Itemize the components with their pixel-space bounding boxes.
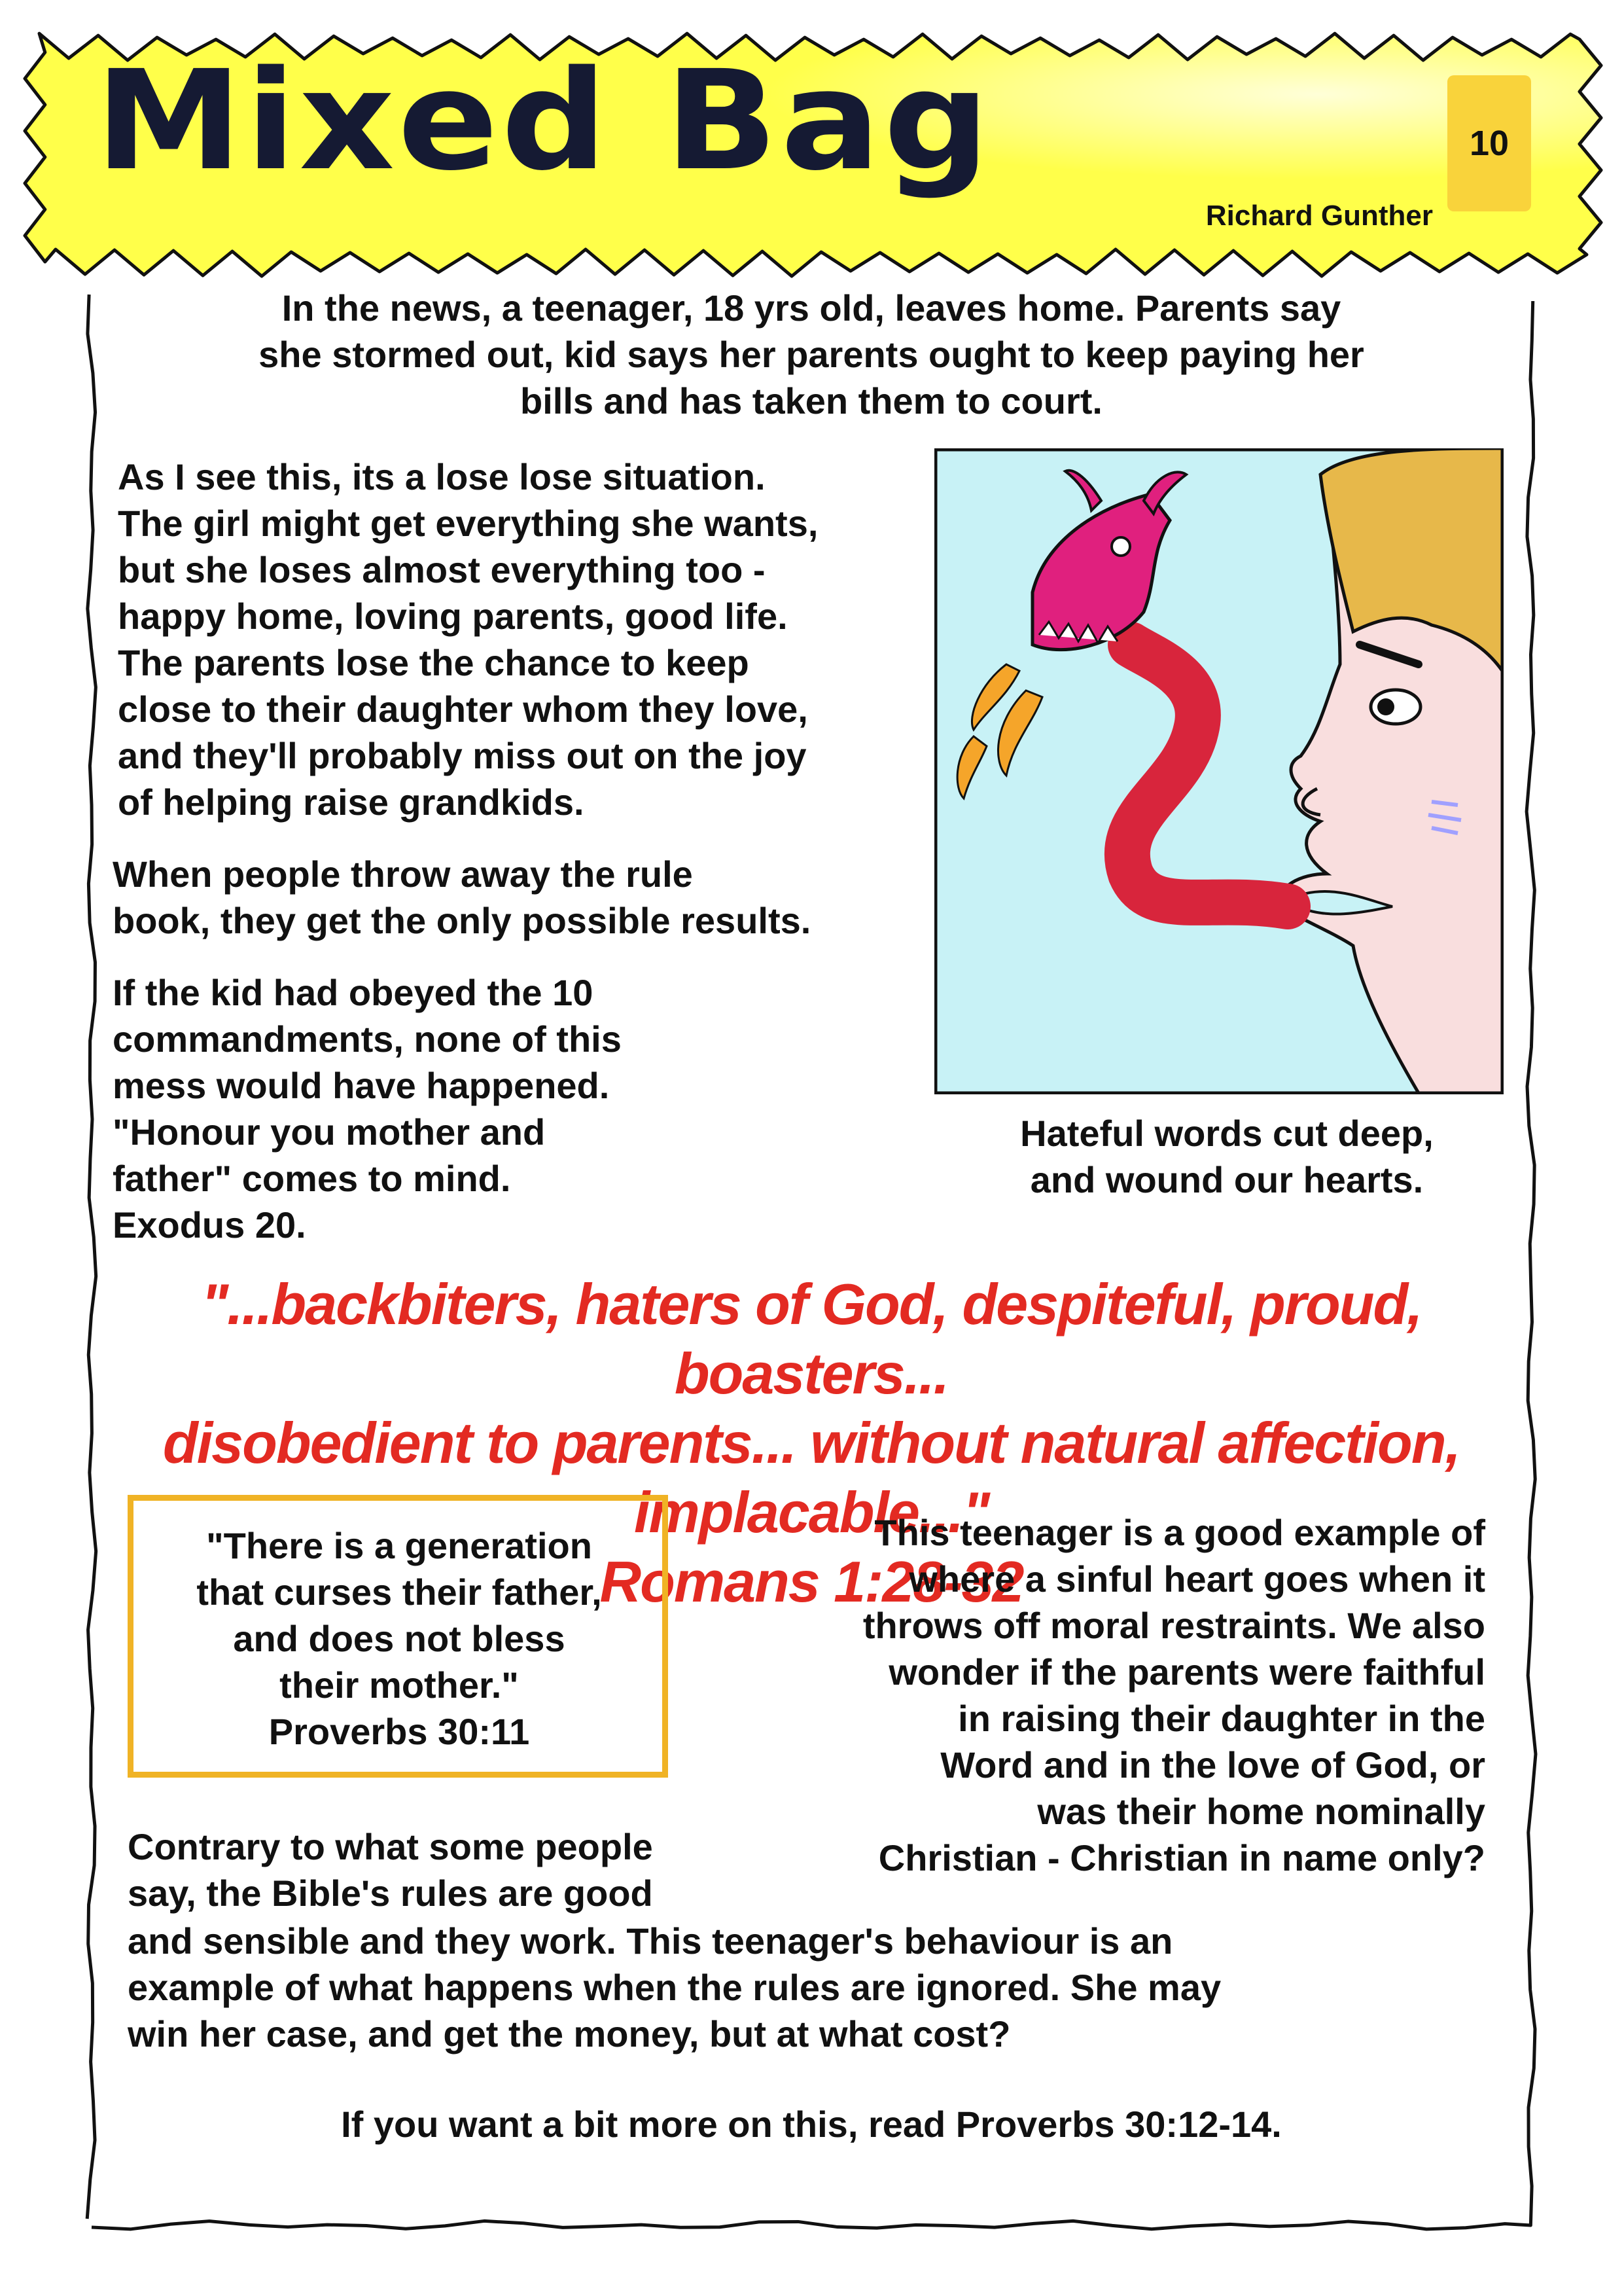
text-line: wonder if the parents were faithful xyxy=(889,1651,1485,1693)
scripture-line: disobedient to parents... without natural affection, implacable..." xyxy=(162,1410,1460,1545)
text-line: When people throw away the rule xyxy=(113,853,693,895)
text-line: mess would have happened. xyxy=(113,1065,610,1106)
text-line: and sensible and they work. This teenager's behaviour is an xyxy=(128,1920,1173,1962)
text-line: Word and in the love of God, or xyxy=(940,1744,1485,1785)
intro-line: bills and has taken them to court. xyxy=(520,380,1103,422)
text-line: This teenager is a good example of xyxy=(874,1512,1485,1553)
text-line: say, the Bible's rules are good xyxy=(128,1873,653,1914)
page-title: Mixed Bag xyxy=(95,41,993,201)
dragon-words-face-illustration xyxy=(934,448,1504,1094)
scripture-reference: Romans 1:28-32 xyxy=(599,1549,1023,1614)
caption-line: Hateful words cut deep, xyxy=(1020,1113,1434,1154)
text-line: As I see this, its a lose lose situation. xyxy=(118,456,766,497)
intro-line: In the news, a teenager, 18 yrs old, leaves home. Parents say xyxy=(281,287,1341,329)
scripture-line: "...backbiters, haters of God, despiteful, proud, boasters... xyxy=(201,1272,1422,1406)
proverb-line: and does not bless xyxy=(233,1618,565,1659)
issue-number-badge: 10 xyxy=(1447,75,1531,211)
paragraph-rules-ignored xyxy=(128,1918,1436,2057)
text-line: The parents lose the chance to keep xyxy=(118,642,749,683)
text-line: and they'll probably miss out on the joy xyxy=(118,735,807,776)
paragraph-sinful-heart xyxy=(739,1509,1485,1881)
proverb-quote xyxy=(137,1522,661,1755)
text-line: The girl might get everything she wants, xyxy=(118,503,819,544)
text-line: book, they get the only possible results. xyxy=(113,900,811,941)
text-line: commandments, none of this xyxy=(113,1018,622,1060)
text-line: but she loses almost everything too - xyxy=(118,549,766,590)
proverb-line: their mother." xyxy=(279,1664,519,1706)
intro-line: she stormed out, kid says her parents ought to keep paying her xyxy=(258,334,1364,375)
proverb-reference: Proverbs 30:11 xyxy=(268,1711,530,1752)
text-line: was their home nominally xyxy=(1037,1791,1485,1832)
text-line: Exodus 20. xyxy=(113,1204,306,1246)
footer-note: If you want a bit more on this, read Proverbs 30:12-14. xyxy=(341,2104,1282,2145)
paragraph-rule-book xyxy=(113,851,930,944)
paragraph-commandments xyxy=(113,969,865,1248)
text-line: happy home, loving parents, good life. xyxy=(118,596,788,637)
text-line: "Honour you mother and xyxy=(113,1111,546,1153)
paragraph-lose-lose xyxy=(118,454,936,825)
author-name: Richard Gunther xyxy=(1205,200,1433,232)
text-line: in raising their daughter in the xyxy=(958,1698,1485,1739)
text-line: of helping raise grandkids. xyxy=(118,781,584,823)
paragraph-contrary xyxy=(128,1823,847,1916)
text-line: throws off moral restraints. We also xyxy=(862,1605,1485,1646)
proverb-line: that curses their father, xyxy=(196,1571,602,1613)
text-line: father" comes to mind. xyxy=(113,1158,511,1199)
proverb-line: "There is a generation xyxy=(206,1525,592,1566)
text-line: where a sinful heart goes when it xyxy=(909,1558,1485,1600)
text-line: If the kid had obeyed the 10 xyxy=(113,972,593,1013)
text-line: win her case, and get the money, but at what cost? xyxy=(128,2013,1011,2054)
text-line: Christian - Christian in name only? xyxy=(878,1837,1485,1878)
text-line: example of what happens when the rules are ignored. She may xyxy=(128,1967,1222,2008)
pupil xyxy=(1377,698,1394,715)
text-line: close to their daughter whom they love, xyxy=(118,689,808,730)
text-line: Contrary to what some people xyxy=(128,1826,653,1867)
illustration-caption xyxy=(949,1110,1505,1203)
intro-paragraph xyxy=(150,285,1472,424)
dragon-eye xyxy=(1112,537,1130,556)
caption-line: and wound our hearts. xyxy=(1030,1159,1424,1200)
